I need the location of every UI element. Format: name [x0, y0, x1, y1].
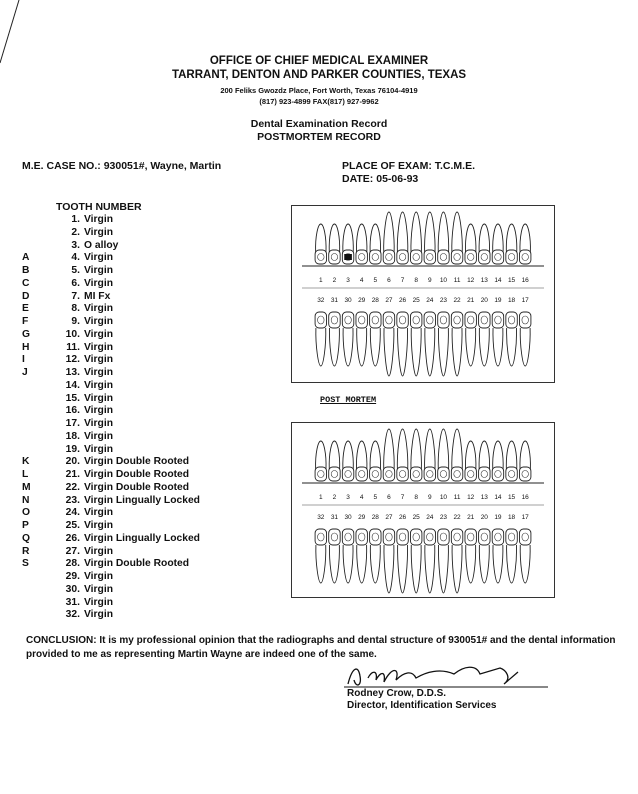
lower-tooth-outline	[519, 312, 530, 366]
upper-tooth-outline	[315, 224, 326, 264]
tooth-letter: A	[22, 252, 30, 264]
lower-tooth-number-label: 18	[507, 297, 516, 304]
upper-tooth-number-label: 11	[453, 277, 461, 284]
lower-tooth-outline	[492, 312, 503, 366]
upper-tooth-outline	[451, 212, 462, 264]
office-phone: (817) 923-4899 FAX(817) 927-9962	[259, 97, 379, 106]
tooth-letter: N	[22, 494, 30, 506]
tooth-description: Virgin Double Rooted	[84, 481, 190, 493]
lower-tooth-number-label: 19	[494, 514, 502, 521]
exam-date-value: 05-06-93	[376, 173, 419, 185]
upper-tooth-outline	[397, 429, 408, 481]
tooth-description: Virgin	[84, 609, 113, 621]
tooth-number: 8.	[71, 303, 80, 315]
lower-tooth-outline	[370, 312, 381, 366]
tooth-description: Virgin	[84, 379, 113, 391]
lower-tooth-number-label: 23	[439, 514, 448, 521]
tooth-number: 29.	[65, 571, 80, 582]
tooth-letter: R	[22, 545, 30, 557]
lower-tooth-outline	[492, 529, 503, 583]
lower-tooth-number-label: 24	[426, 514, 434, 521]
lower-tooth-outline	[342, 312, 353, 366]
upper-tooth-number-label: 4	[359, 494, 364, 501]
lower-tooth-number-label: 27	[385, 297, 393, 304]
tooth-letter: I	[22, 354, 25, 366]
upper-tooth-outline	[465, 224, 476, 264]
upper-tooth-number-label: 5	[373, 277, 378, 284]
upper-tooth-number-label: 8	[414, 494, 418, 501]
tooth-letter: P	[22, 520, 29, 531]
tooth-number: 24.	[65, 507, 80, 519]
lower-tooth-outline	[506, 312, 517, 366]
lower-tooth-number-label: 21	[467, 297, 475, 304]
tooth-description: Virgin	[84, 214, 113, 225]
tooth-description: Virgin	[84, 430, 113, 442]
tooth-description: Virgin	[84, 520, 113, 531]
upper-tooth-outline	[383, 212, 394, 264]
tooth-description: MI Fx	[84, 290, 111, 302]
upper-tooth-outline	[492, 224, 503, 264]
upper-tooth-outline	[438, 212, 449, 264]
lower-tooth-outline	[506, 529, 517, 583]
lower-tooth-number-label: 18	[507, 514, 516, 521]
upper-tooth-number-label: 12	[467, 277, 475, 284]
signer-name: Rodney Crow, D.D.S.	[347, 688, 447, 699]
tooth-number: 27.	[65, 545, 80, 557]
upper-tooth-outline	[519, 224, 530, 264]
tooth-number: 12.	[65, 354, 80, 366]
dental-chart-antemortem-drawing	[292, 206, 554, 382]
tooth-number: 1.	[71, 214, 80, 225]
upper-tooth-outline	[342, 441, 353, 481]
lower-tooth-number-label: 31	[330, 297, 339, 304]
lower-tooth-number-label: 21	[467, 514, 475, 521]
tooth-description: Virgin	[84, 277, 113, 289]
lower-tooth-number-label: 17	[521, 297, 529, 304]
tooth-letter: Q	[22, 532, 31, 544]
tooth-description: Virgin	[84, 418, 113, 429]
lower-tooth-number-label: 20	[480, 514, 488, 521]
lower-tooth-number-label: 22	[453, 514, 461, 521]
lower-tooth-outline	[397, 312, 408, 376]
lower-tooth-outline	[438, 529, 449, 593]
tooth-description: Virgin	[84, 354, 113, 366]
exam-date-line	[342, 173, 418, 185]
upper-tooth-number-label: 13	[480, 494, 488, 501]
tooth-number: 20.	[65, 456, 80, 468]
lower-tooth-outline	[451, 312, 462, 376]
upper-tooth-outline	[424, 212, 435, 264]
upper-tooth-number-label: 2	[332, 494, 337, 501]
upper-tooth-number-label: 4	[359, 277, 364, 284]
tooth-letter: B	[22, 265, 30, 276]
tooth-letter: K	[22, 456, 30, 468]
upper-tooth-outline	[356, 441, 367, 481]
upper-tooth-outline	[370, 224, 381, 264]
tooth-description: Virgin Lingually Locked	[84, 532, 200, 544]
upper-tooth-number-label: 13	[480, 277, 488, 284]
upper-tooth-number-label: 14	[494, 277, 502, 284]
upper-tooth-number-label: 6	[387, 494, 391, 501]
lower-tooth-number-label: 27	[385, 514, 393, 521]
upper-tooth-number-label: 6	[387, 277, 391, 284]
lower-tooth-number-label: 20	[480, 297, 488, 304]
tooth-number: 15.	[65, 392, 80, 404]
lower-tooth-number-label: 28	[371, 297, 379, 304]
lower-tooth-outline	[465, 312, 476, 366]
lower-tooth-outline	[424, 312, 435, 376]
lower-tooth-outline	[465, 529, 476, 583]
handwritten-signature	[330, 658, 560, 692]
exam-place-value: T.C.M.E.	[434, 160, 476, 172]
tooth-letter: J	[22, 367, 28, 378]
tooth-number: 11.	[66, 341, 80, 353]
lower-tooth-number-label: 17	[521, 514, 529, 521]
tooth-number: 13.	[65, 367, 80, 378]
upper-tooth-outline	[451, 429, 462, 481]
tooth-description: Virgin Double Rooted	[84, 456, 190, 468]
lower-tooth-number-label: 31	[330, 514, 339, 521]
upper-tooth-number-label: 10	[439, 277, 448, 284]
upper-tooth-number-label: 2	[332, 277, 337, 284]
counties-title: TARRANT, DENTON AND PARKER COUNTIES, TEXAS	[171, 69, 467, 81]
upper-tooth-outline	[410, 429, 421, 481]
tooth-description: Virgin	[84, 571, 113, 582]
lower-tooth-outline	[370, 529, 381, 583]
signer-title: Director, Identification Services	[347, 700, 497, 711]
lower-tooth-number-label: 32	[317, 297, 325, 304]
upper-tooth-number-label: 15	[507, 277, 516, 284]
postmortem-chart-label: POST MORTEM	[320, 395, 377, 405]
tooth-description: Virgin	[84, 596, 113, 608]
lower-tooth-outline	[342, 529, 353, 583]
exam-place-label: PLACE OF EXAM:	[342, 160, 432, 172]
exam-place-line	[342, 160, 475, 172]
tooth-number: 32.	[65, 609, 80, 621]
lower-tooth-outline	[356, 529, 367, 583]
upper-tooth-outline	[315, 441, 326, 481]
upper-tooth-outline	[465, 441, 476, 481]
upper-tooth-number-label: 3	[346, 277, 350, 284]
tooth-number: 25.	[65, 520, 80, 531]
tooth-letter: G	[22, 328, 31, 340]
record-subtitle: POSTMORTEM RECORD	[257, 131, 381, 143]
lower-tooth-outline	[410, 312, 421, 376]
tooth-letter: H	[22, 341, 30, 353]
upper-tooth-number-label: 15	[507, 494, 516, 501]
tooth-description: Virgin	[84, 507, 113, 519]
tooth-description: Virgin	[84, 583, 113, 595]
tooth-number: 14.	[65, 379, 80, 391]
upper-tooth-outline	[506, 224, 517, 264]
upper-tooth-number-label: 10	[439, 494, 448, 501]
tooth-number: 7.	[71, 290, 80, 302]
tooth-number: 21.	[65, 469, 80, 480]
tooth-description: Virgin	[84, 252, 113, 264]
tooth-description: Virgin	[84, 265, 113, 276]
tooth-description: Virgin	[84, 226, 113, 238]
upper-tooth-number-label: 5	[373, 494, 378, 501]
tooth-letter: O	[22, 507, 31, 519]
lower-tooth-number-label: 32	[317, 514, 325, 521]
upper-tooth-number-label: 8	[414, 277, 418, 284]
tooth-description: O alloy	[84, 239, 119, 251]
lower-tooth-outline	[519, 529, 530, 583]
upper-tooth-number-label: 12	[467, 494, 475, 501]
tooth-letter: F	[22, 316, 29, 327]
lower-tooth-outline	[438, 312, 449, 376]
dental-chart-antemortem	[291, 205, 555, 383]
case-number-label: M.E. CASE NO.:	[22, 160, 101, 172]
case-number-value: 930051#, Wayne, Martin	[103, 160, 222, 172]
tooth-description: Virgin Lingually Locked	[84, 494, 200, 506]
lower-tooth-outline	[451, 529, 462, 593]
lower-tooth-outline	[329, 529, 340, 583]
tooth-number: 19.	[65, 443, 80, 455]
upper-tooth-outline	[410, 212, 421, 264]
tooth-number: 23.	[65, 494, 80, 506]
record-title: Dental Examination Record	[250, 118, 388, 130]
upper-tooth-outline	[370, 441, 381, 481]
tooth-description: Virgin	[84, 303, 113, 315]
upper-tooth-outline	[329, 224, 340, 264]
lower-tooth-number-label: 30	[344, 297, 352, 304]
lower-tooth-outline	[410, 529, 421, 593]
tooth-number: 30.	[65, 583, 80, 595]
tooth-number-header: TOOTH NUMBER	[56, 201, 142, 213]
tooth-number: 31.	[65, 596, 80, 608]
conclusion-text: It is my professional opinion that the radiographs and dental structure of 930051# and the dental information provided to me as representing Martin Wayne are indeed one of the same.	[26, 635, 616, 660]
lower-tooth-number-label: 25	[412, 514, 420, 521]
exam-date-label: DATE:	[342, 173, 374, 185]
tooth-number: 28.	[65, 558, 80, 570]
upper-tooth-outline	[356, 224, 367, 264]
upper-tooth-number-label: 1	[319, 494, 323, 501]
tooth-letter: D	[22, 290, 30, 302]
upper-tooth-number-label: 3	[346, 494, 350, 501]
tooth-number: 18.	[65, 430, 80, 442]
lower-tooth-number-label: 30	[344, 514, 352, 521]
lower-tooth-number-label: 22	[453, 297, 461, 304]
conclusion-label: CONCLUSION:	[26, 635, 97, 646]
tooth-letter: E	[22, 303, 29, 315]
lower-tooth-outline	[479, 312, 490, 366]
tooth-number: 17.	[65, 418, 80, 429]
dental-chart-postmortem	[291, 422, 555, 598]
upper-tooth-number-label: 14	[494, 494, 502, 501]
upper-tooth-outline	[492, 441, 503, 481]
tooth-description: Virgin	[84, 545, 113, 557]
office-address: 200 Feliks Gwozdz Place, Fort Worth, Texas 76104-4919	[220, 86, 418, 95]
upper-tooth-outline	[397, 212, 408, 264]
tooth-letter: S	[22, 558, 29, 570]
upper-tooth-number-label: 11	[453, 494, 461, 501]
tooth-letter: L	[22, 469, 29, 480]
lower-tooth-number-label: 28	[371, 514, 379, 521]
tooth-number: 10.	[65, 328, 80, 340]
tooth-number: 9.	[71, 316, 80, 327]
lower-tooth-number-label: 24	[426, 297, 434, 304]
upper-tooth-outline	[329, 441, 340, 481]
lower-tooth-outline	[315, 312, 326, 366]
upper-tooth-number-label: 7	[400, 494, 405, 501]
upper-tooth-number-label: 1	[319, 277, 323, 284]
lower-tooth-outline	[356, 312, 367, 366]
tooth-description: Virgin	[84, 341, 113, 353]
tooth-number: 16.	[65, 405, 80, 417]
tooth-number: 4.	[71, 252, 80, 264]
upper-tooth-outline	[438, 429, 449, 481]
upper-tooth-number-label: 16	[521, 277, 529, 284]
office-title: OFFICE OF CHIEF MEDICAL EXAMINER	[209, 55, 429, 67]
filling-mark	[344, 254, 352, 260]
upper-tooth-number-label: 9	[428, 494, 432, 501]
lower-tooth-outline	[383, 312, 394, 376]
lower-tooth-number-label: 19	[494, 297, 502, 304]
lower-tooth-number-label: 26	[398, 514, 407, 521]
tooth-description: Virgin Double Rooted	[84, 469, 190, 480]
lower-tooth-number-label: 25	[412, 297, 420, 304]
tooth-number: 5.	[71, 265, 80, 276]
tooth-description: Virgin	[84, 392, 113, 404]
tooth-description: Virgin	[84, 367, 113, 378]
upper-tooth-number-label: 9	[428, 277, 432, 284]
upper-tooth-outline	[479, 441, 490, 481]
upper-tooth-outline	[479, 224, 490, 264]
tooth-number: 6.	[71, 277, 80, 289]
upper-tooth-outline	[424, 429, 435, 481]
lower-tooth-outline	[383, 529, 394, 593]
tooth-description: Virgin	[84, 443, 113, 455]
upper-tooth-number-label: 16	[521, 494, 529, 501]
lower-tooth-outline	[315, 529, 326, 583]
tooth-letter: M	[22, 481, 31, 493]
tooth-number: 2.	[71, 226, 80, 238]
tooth-description: Virgin	[84, 328, 113, 340]
tooth-number: 3.	[71, 239, 80, 251]
lower-tooth-outline	[479, 529, 490, 583]
dental-chart-postmortem-drawing	[292, 423, 554, 597]
upper-tooth-outline	[519, 441, 530, 481]
tooth-letter: C	[22, 277, 30, 289]
case-number-line	[22, 160, 221, 172]
tooth-number: 26.	[65, 532, 80, 544]
tooth-description: Virgin	[84, 405, 113, 417]
tooth-description: Virgin Double Rooted	[84, 558, 190, 570]
lower-tooth-number-label: 26	[398, 297, 407, 304]
lower-tooth-number-label: 29	[358, 297, 366, 304]
upper-tooth-outline	[383, 429, 394, 481]
lower-tooth-outline	[329, 312, 340, 366]
lower-tooth-number-label: 29	[358, 514, 366, 521]
lower-tooth-outline	[397, 529, 408, 593]
tooth-number: 22.	[65, 481, 80, 493]
upper-tooth-outline	[506, 441, 517, 481]
lower-tooth-number-label: 23	[439, 297, 448, 304]
lower-tooth-outline	[424, 529, 435, 593]
upper-tooth-number-label: 7	[400, 277, 405, 284]
tooth-description: Virgin	[84, 316, 113, 327]
